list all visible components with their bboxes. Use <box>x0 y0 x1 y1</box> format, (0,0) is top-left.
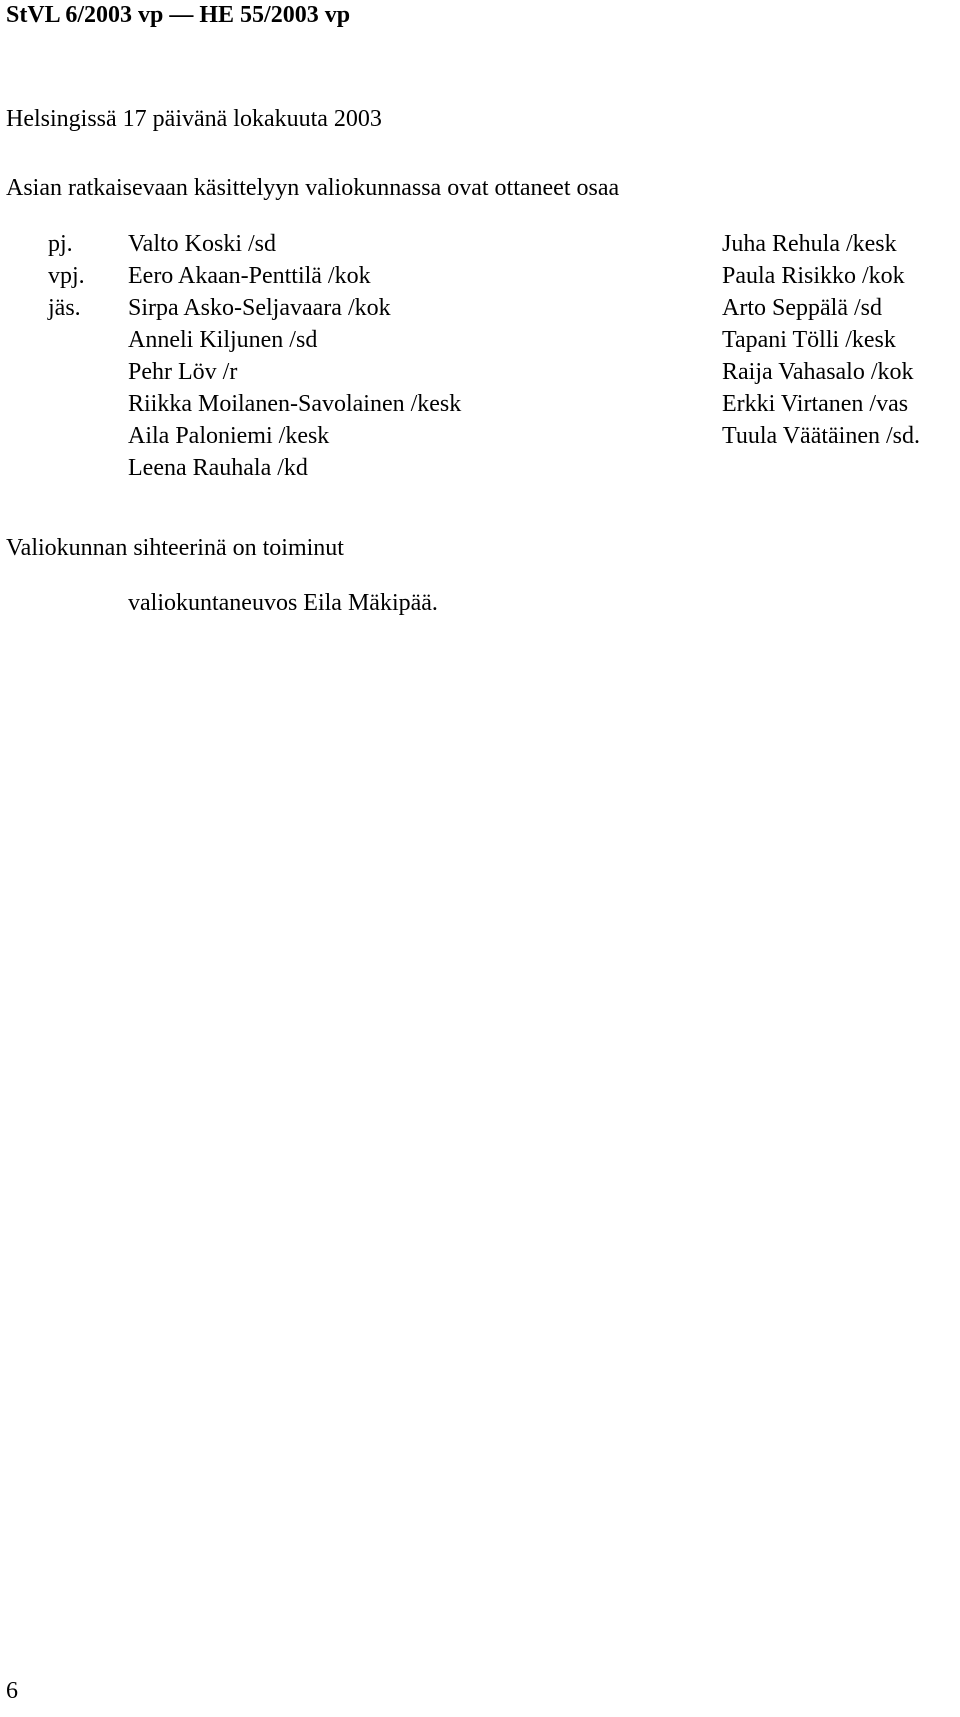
member-name-right: Arto Seppälä /sd <box>722 295 882 321</box>
place-date-line: Helsingissä 17 päivänä lokakuuta 2003 <box>6 106 382 132</box>
page-number: 6 <box>6 1678 18 1704</box>
member-name-left: Sirpa Asko-Seljavaara /kok <box>128 295 391 321</box>
member-row <box>0 388 960 420</box>
member-row <box>0 260 960 292</box>
member-name-left: Eero Akaan-Penttilä /kok <box>128 263 371 289</box>
member-name-left: Pehr Löv /r <box>128 359 238 385</box>
member-row <box>0 420 960 452</box>
member-row <box>0 292 960 324</box>
member-role: jäs. <box>48 295 81 321</box>
secretary-name: valiokuntaneuvos Eila Mäkipää. <box>128 590 438 616</box>
member-name-right: Raija Vahasalo /kok <box>722 359 914 385</box>
member-name-left: Anneli Kiljunen /sd <box>128 327 318 353</box>
participants-intro: Asian ratkaisevaan käsittelyyn valiokunnassa ovat ottaneet osaa <box>6 175 620 201</box>
member-name-left: Valto Koski /sd <box>128 231 277 257</box>
member-name-left: Leena Rauhala /kd <box>128 455 308 481</box>
member-name-left: Riikka Moilanen-Savolainen /kesk <box>128 391 462 417</box>
member-row <box>0 228 960 260</box>
member-role: vpj. <box>48 263 85 289</box>
member-name-right: Juha Rehula /kesk <box>722 231 897 257</box>
secretary-intro: Valiokunnan sihteerinä on toiminut <box>6 535 344 561</box>
member-role: pj. <box>48 231 73 257</box>
document-header: StVL 6/2003 vp — HE 55/2003 vp <box>6 2 351 28</box>
member-name-right: Tuula Väätäinen /sd. <box>722 423 920 449</box>
member-name-left: Aila Paloniemi /kesk <box>128 423 330 449</box>
member-row <box>0 324 960 356</box>
member-name-right: Tapani Tölli /kesk <box>722 327 896 353</box>
member-name-right: Erkki Virtanen /vas <box>722 391 909 417</box>
member-row <box>0 356 960 388</box>
member-name-right: Paula Risikko /kok <box>722 263 905 289</box>
member-row <box>0 452 960 484</box>
